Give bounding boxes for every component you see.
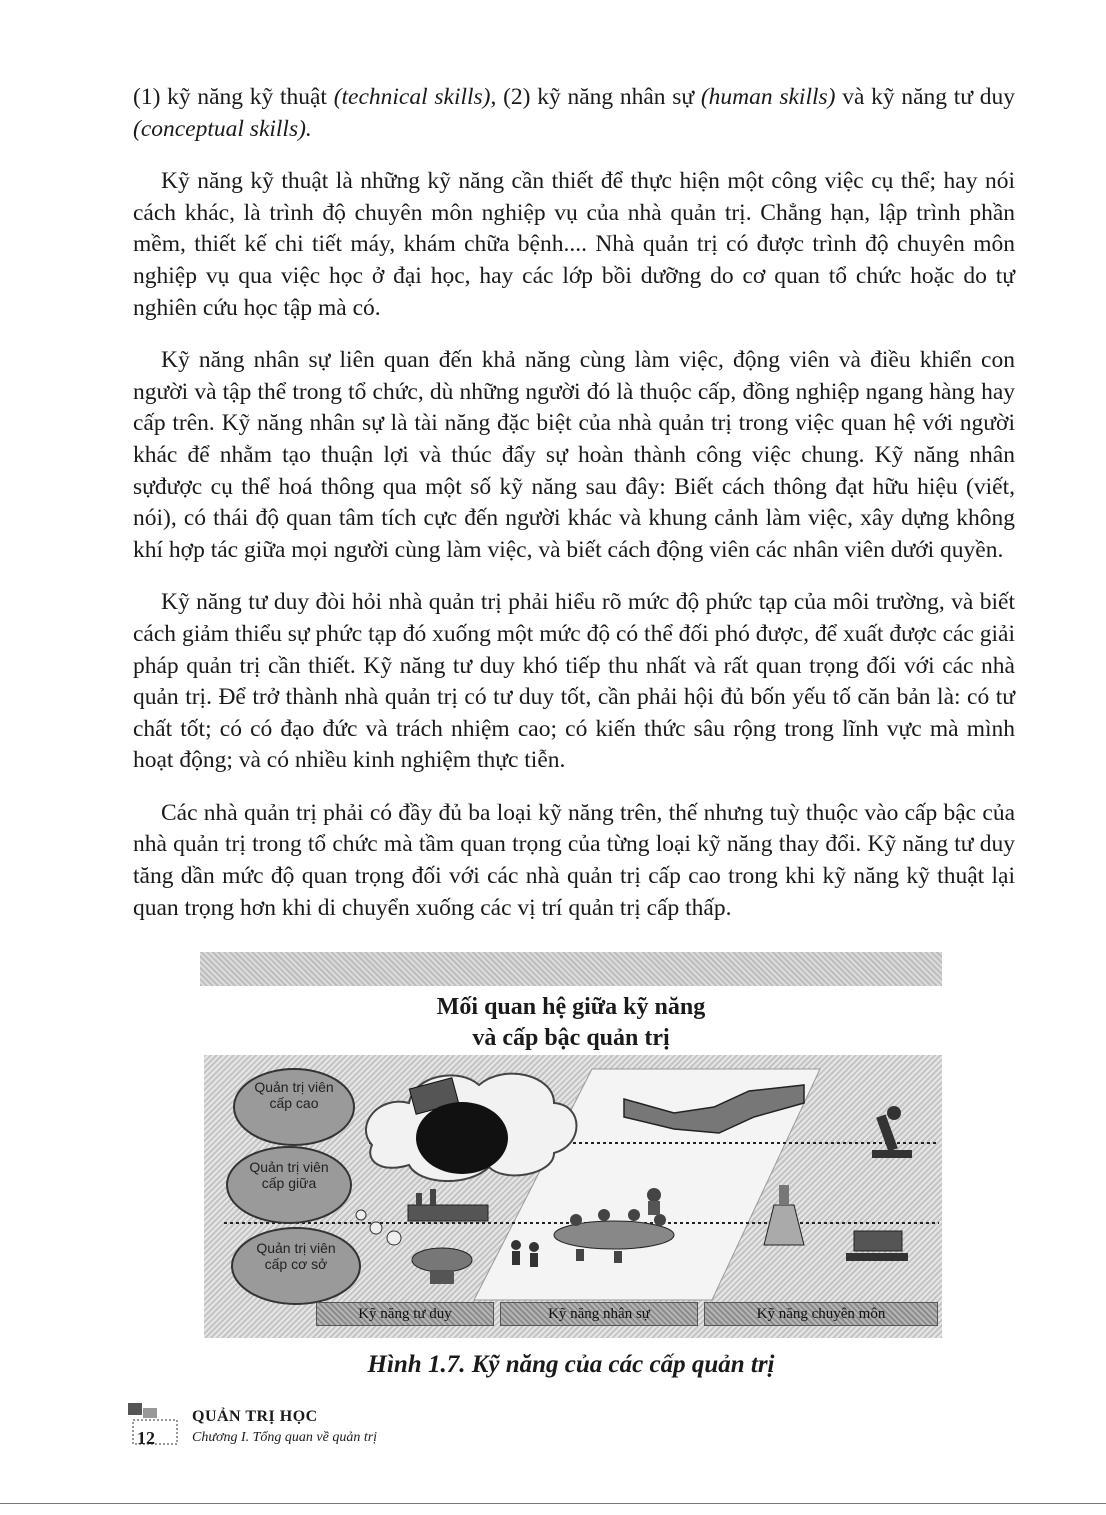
footer-chapter-title: Chương I. Tổng quan về quản trị [192,1430,378,1445]
thought-bubble-icon [356,1210,366,1220]
term-technical-skills: (technical skills) [333,84,491,110]
thought-bubble-icon [387,1231,401,1245]
paragraph-1 [133,82,1015,145]
figure-caption: Hình 1.7. Kỹ năng của các cấp quản trị [367,1351,775,1378]
page-bottom-rule [0,1503,1106,1504]
figure-title-line-1: Mối quan hệ giữa kỹ năng [436,994,706,1020]
term-conceptual-skills: (conceptual skills). [133,115,312,142]
paragraph-technical-skills: Kỹ năng kỹ thuật là những kỹ năng cần thiết để thực hiện một công việc cụ thể; hay nói cách khác, là trình độ chuyên môn nghiệp vụ của nhà quản trị. Chẳng hạn, lập trình phần mềm, thiết kế chi tiết máy, khám chữa bệnh.... Nhà quản trị có được trình độ chuyên môn nghiệp vụ qua việc học ở đại học, hay các lớp bồi dưỡng do cơ quan tổ chức hoặc do tự nghiên cứu học tập mà có. [133,168,1015,321]
level-label-bottom: Quản trị viên cấp cơ sở [256,1240,336,1272]
figure-illustration [204,1055,942,1338]
globe-icon [416,1102,508,1174]
skill-label-human: Kỹ năng nhân sự [500,1302,698,1326]
paragraph-conceptual-skills: Kỹ năng tư duy đòi hỏi nhà quản trị phải hiểu rõ mức độ phức tạp của môi trường, và biết cách giảm thiểu sự phức tạp đó xuống một mức độ có thể đối phó được, để xuất được các giải pháp quản trị cần thiết. Kỹ năng tư duy khó tiếp thu nhất và rất quan trọng đối với các nhà quản trị. Để trở thành nhà quản trị có tư duy tốt, cần phải hội đủ bốn yếu tố căn bản là: có tư chất tốt; có có đạo đức và trách nhiệm cao; có kiến thức sâu rộng trong lĩnh vực mà mình hoạt động; và có nhiều kinh nghiệm thực tiễn. [133,589,1015,774]
figure-title [200,992,942,1054]
thought-bubble-icon [370,1222,382,1234]
text-run: (1) kỹ năng kỹ thuật [133,84,334,110]
computer-icon [846,1231,908,1261]
microscope-icon [872,1106,912,1158]
figure-header-bar [200,952,942,986]
level-label-middle: Quản trị viên cấp giữa [249,1159,329,1191]
text-run: , (2) kỹ năng nhân sự [490,84,701,110]
lab-equipment-icon [764,1185,804,1245]
text-run: và kỹ năng tư duy [835,84,1015,110]
figure-skills-levels [200,952,942,1338]
skill-label-technical: Kỹ năng chuyên môn [704,1302,938,1326]
bowl-icon [412,1248,472,1284]
page-number: 12 [137,1428,155,1448]
level-label-top: Quản trị viên cấp cao [254,1079,334,1111]
figure-title-line-2: và cấp bậc quản trị [472,1025,670,1051]
factory-icon [408,1189,488,1221]
paragraph-human-skills: Kỹ năng nhân sự liên quan đến khả năng cùng làm việc, động viên và điều khiển con người và tập thể trong tổ chức, dù những người đó là thuộc cấp, đồng nghiệp ngang hàng hay cấp trên. Kỹ năng nhân sự là tài năng đặc biệt của nhà quản trị trong việc quan hệ với người khác để nhằm tạo thuận lợi và thúc đẩy sự hoàn thành công việc chung. Kỹ năng nhân sựđược cụ thể hoá thông qua một số kỹ năng sau đây: Biết cách thông đạt hữu hiệu (viết, nói), có thái độ quan tâm tích cực đến người khác và khung cảnh làm việc, xây dựng không khí hợp tác giữa mọi người cùng làm việc, và biết cách động viên các nhân viên dưới quyền. [133,347,1015,563]
term-human-skills: (human skills) [700,84,836,110]
paragraph-skill-levels: Các nhà quản trị phải có đầy đủ ba loại kỹ năng trên, thế nhưng tuỳ thuộc vào cấp bậc của nhà quản trị trong tổ chức mà tầm quan trọng của từng loại kỹ năng thay đổi. Kỹ năng tư duy tăng dần mức độ quan trọng đối với các nhà quản trị cấp cao trong khi kỹ năng kỹ thuật lại quan trọng hơn khi di chuyển xuống các vị trí quản trị cấp thấp. [133,799,1015,921]
body-text [133,82,1015,945]
skill-label-conceptual: Kỹ năng tư duy [316,1302,494,1326]
footer-book-title: QUẢN TRỊ HỌC [192,1408,318,1425]
